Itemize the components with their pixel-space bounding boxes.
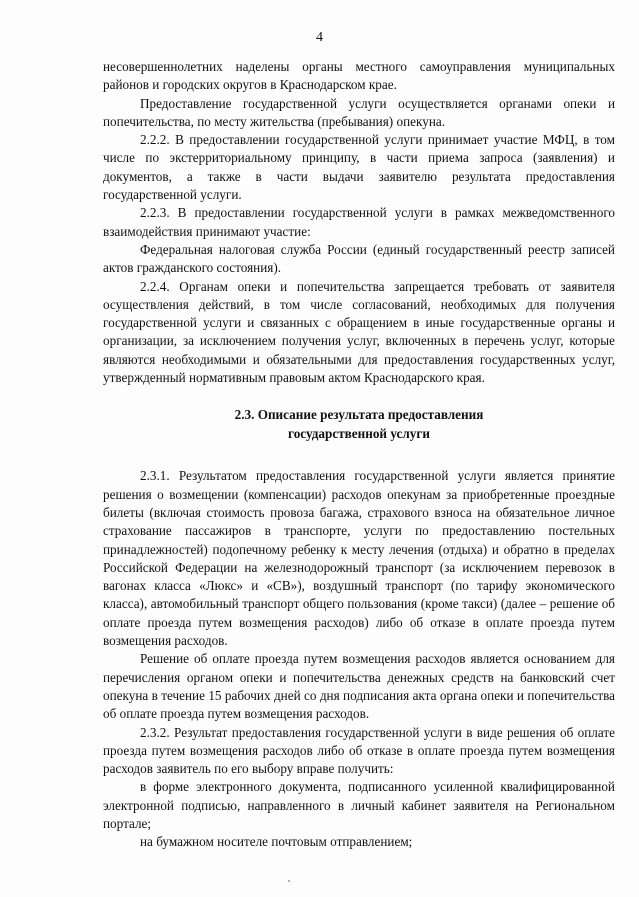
section-heading bbox=[103, 405, 615, 443]
paragraph: Предоставление государственной услуги осуществляется органами опеки и попечительства, по месту жительства (пребывания) опекуна. bbox=[103, 95, 615, 129]
paragraph: 2.3.2. Результат предоставления государственной услуги в виде решения об оплате проезда путем возмещения расходов либо об отказе в оплате проезда путем возмещения расходов заявитель по его выбору вправе получить: bbox=[103, 724, 615, 777]
paragraph: 2.3.1. Результатом предоставления государственной услуги является принятие решения о возмещении (компенсации) расходов опекунам за приобретенные проездные билеты (включая стоимость провоза багажа, страхового взноса на обязательное личное страхование пассажиров в транспорте, услуги по предоставлению постельных принадлежностей) подопечному ребенку к месту лечения (отдыха) и обратно в пределах Российской Федерации на железнодорожный транспорт (за исключением перевозок в вагонах класса «Люкс» и «СВ»), воздушный транспорт (по тарифу экономического класса), автомобильный транспорт общего пользования (кроме такси) (далее – решение об оплате проезда путем возмещения расходов) либо об отказе в оплате проезда путем возмещения расходов. bbox=[103, 468, 615, 649]
document-body bbox=[103, 58, 615, 852]
section-heading-line: 2.3. Описание результата предоставления bbox=[234, 407, 484, 423]
paragraph: 2.2.3. В предоставлении государственной услуги в рамках межведомственного взаимодействия принимают участие: bbox=[103, 205, 615, 239]
scan-speck bbox=[288, 880, 290, 882]
paragraph: 2.2.2. В предоставлении государственной услуги принимает участие МФЦ, в том числе по экстерриториальному принципу, в части приема запроса (заявления) и документов, а также в части выдачи заявителю результата предоставления государственной услуги. bbox=[103, 132, 615, 203]
paragraph: Решение об оплате проезда путем возмещения расходов является основанием для перечисления органом опеки и попечительства денежных средств на банковский счет опекуна в течение 15 рабочих дней со дня подписания акта органа опеки и попечительства об оплате проезда путем возмещения расходов. bbox=[103, 651, 615, 722]
paragraph: Федеральная налоговая служба России (единый государственный реестр записей актов гражданского состояния). bbox=[103, 241, 615, 276]
paragraph: несовершеннолетних наделены органы местного самоуправления муниципальных районов и городских округов в Краснодарском крае. bbox=[103, 59, 615, 93]
paragraph: 2.2.4. Органам опеки и попечительства запрещается требовать от заявителя осуществления действий, в том числе согласований, необходимых для получения государственной услуги и связанных с обращением в иные государственные органы и организации, за исключением получения услуг, включенных в перечень услуг, которые являются необходимыми и обязательными для предоставления государственных услуг, утвержденный нормативным правовым актом Краснодарского края. bbox=[103, 278, 615, 386]
paragraph: на бумажном носителе почтовым отправлением; bbox=[140, 834, 413, 850]
section-heading-line: государственной услуги bbox=[288, 426, 430, 442]
paragraph: в форме электронного документа, подписанного усиленной квалифицированной электронной подписью, направленного в личный кабинет заявителя на Региональном портале; bbox=[103, 779, 615, 831]
page-number: 4 bbox=[316, 30, 323, 45]
